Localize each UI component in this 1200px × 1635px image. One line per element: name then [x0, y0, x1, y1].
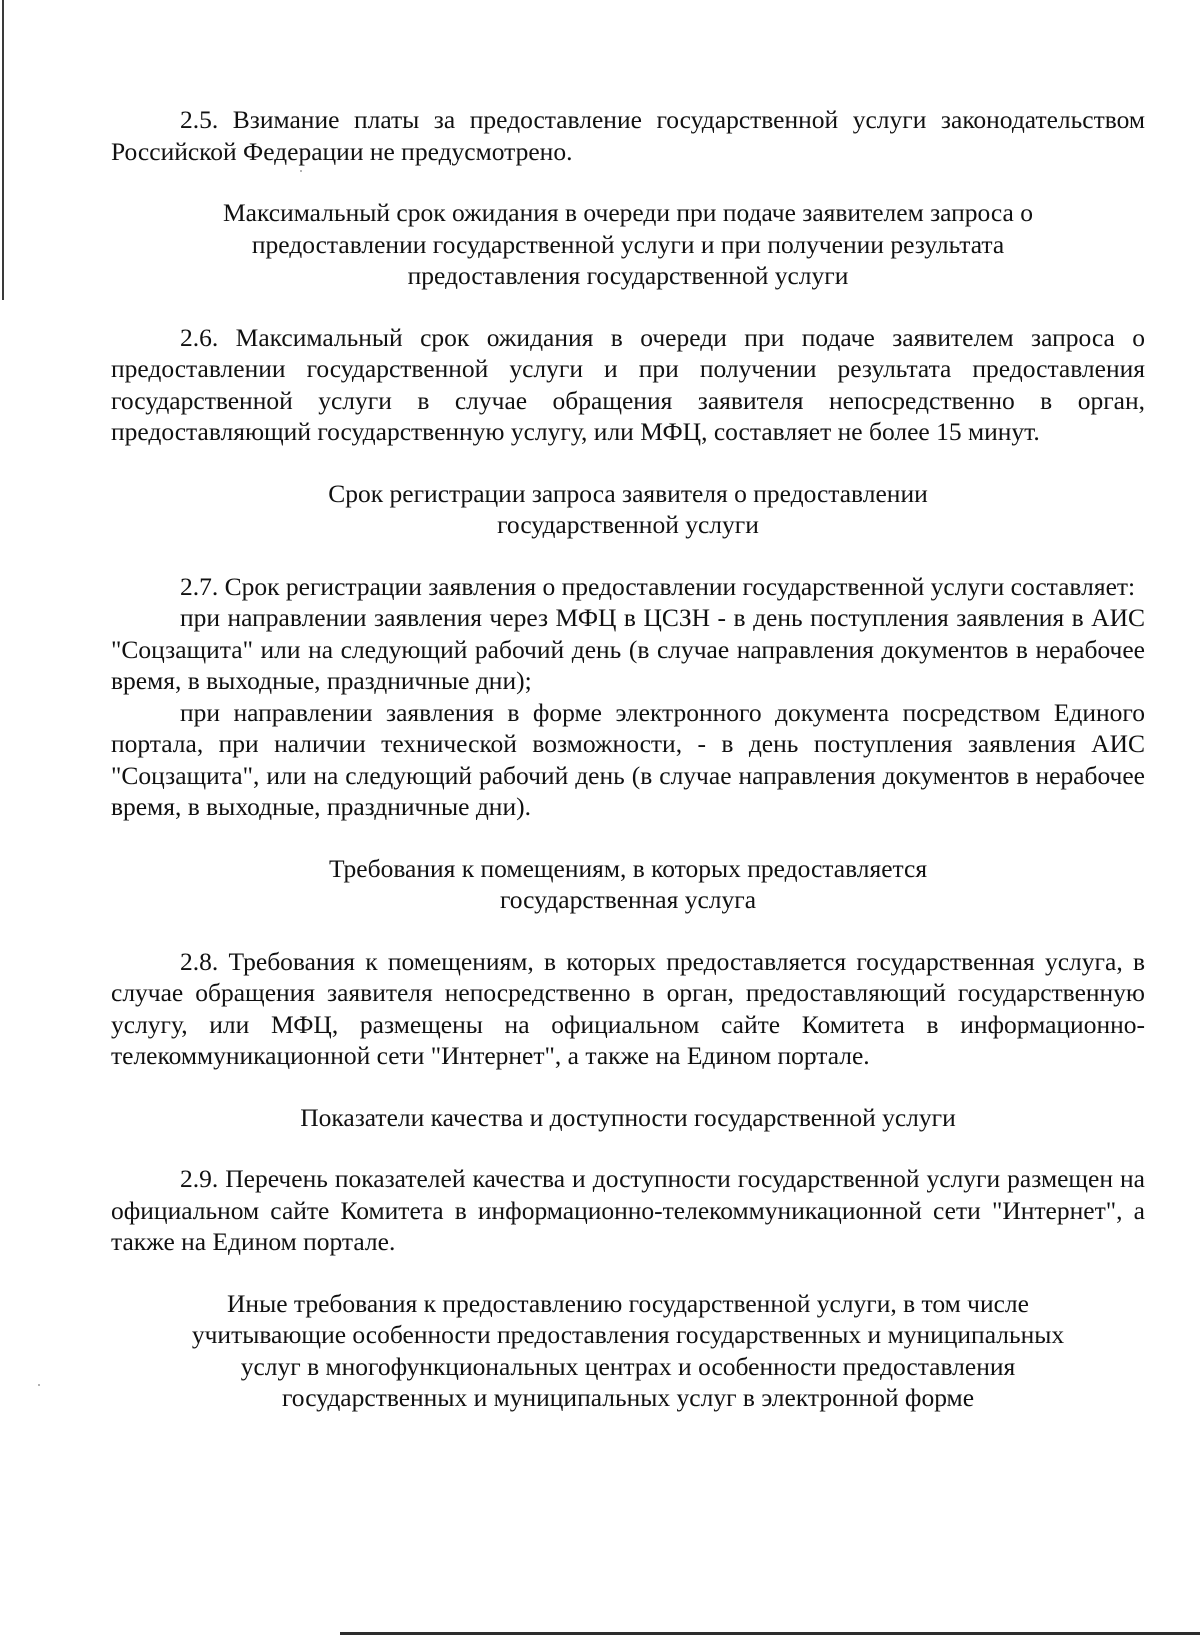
spacer	[111, 448, 1145, 478]
heading-line: учитывающие особенности предоставления государственных и муниципальных	[191, 1320, 1065, 1349]
heading-line: Требования к помещениям, в которых предоставляется	[328, 853, 928, 883]
paragraph-2-7-mfc: при направлении заявления через МФЦ в ЦСЗН - в день поступления заявления в АИС "Соцзащита" или на следующий рабочий день (в случае направления документов в нерабочее время, в выходные, праздничные дни);	[111, 603, 1145, 695]
paragraph-2-5: 2.5. Взимание платы за предоставление государственной услуги законодательством Российской Федерации не предусмотрено.	[111, 105, 1145, 166]
scan-edge-left	[2, 0, 4, 300]
heading-line: государственная услуга	[499, 885, 757, 914]
heading-quality-indicators	[111, 1102, 1145, 1134]
heading-waiting-time	[111, 197, 1145, 292]
heading-other-requirements	[111, 1288, 1145, 1414]
heading-line: государственной услуги	[497, 510, 759, 539]
heading-line: предоставлении государственной услуги и при получении результата	[251, 229, 1005, 259]
heading-line: Иные требования к предоставлению государственной услуги, в том числе	[227, 1288, 1029, 1318]
document-page	[111, 104, 1145, 1414]
paragraph-2-9: 2.9. Перечень показателей качества и доступности государственной услуги размещен на официальном сайте Комитета в информационно-телекоммуникационной сети "Интернет", а также на Едином портале.	[111, 1164, 1145, 1256]
heading-registration-term	[111, 478, 1145, 541]
heading-line: Максимальный срок ожидания в очереди при подаче заявителем запроса о	[223, 198, 1033, 227]
paragraph-2-6: 2.6. Максимальный срок ожидания в очереди при подаче заявителем запроса о предоставлении государственной услуги и при получении результата предоставления государственной услуги в случае обращения заявителя непосредственно в орган, предоставляющий государственную услугу, или МФЦ, составляет не более 15 минут.	[111, 322, 1145, 446]
paragraph-2-7-portal: при направлении заявления в форме электронного документа посредством Единого портала, при наличии технической возможности, - в день поступления заявления АИС "Соцзащита", или на следующий рабочий день (в случае направления документов в нерабочее время, в выходные, праздничные дни).	[111, 697, 1145, 821]
spacer	[111, 167, 1145, 197]
spacer	[111, 1133, 1145, 1163]
spacer	[111, 1072, 1145, 1102]
heading-line: предоставления государственной услуги	[407, 261, 849, 290]
spacer	[111, 1258, 1145, 1288]
heading-line: государственных и муниципальных услуг в электронной форме	[281, 1383, 975, 1412]
scan-speck	[38, 1384, 40, 1386]
spacer	[111, 916, 1145, 946]
paragraph-2-7: 2.7. Срок регистрации заявления о предоставлении государственной услуги составляет:	[180, 571, 1136, 601]
heading-line: услуг в многофункциональных центрах и особенности предоставления	[240, 1351, 1016, 1381]
heading-line: Показатели качества и доступности государственной услуги	[300, 1102, 956, 1132]
heading-premises	[111, 853, 1145, 916]
paragraph-2-8: 2.8. Требования к помещениям, в которых предоставляется государственная услуга, в случае обращения заявителя непосредственно в орган, предоставляющий государственную услугу, или МФЦ, размещены на официальном сайте Комитета в информационно-телекоммуникационной сети "Интернет", а также на Едином портале.	[111, 946, 1145, 1070]
heading-line: Срок регистрации запроса заявителя о предоставлении	[328, 478, 928, 508]
spacer	[111, 823, 1145, 853]
spacer	[111, 541, 1145, 571]
spacer	[111, 292, 1145, 322]
